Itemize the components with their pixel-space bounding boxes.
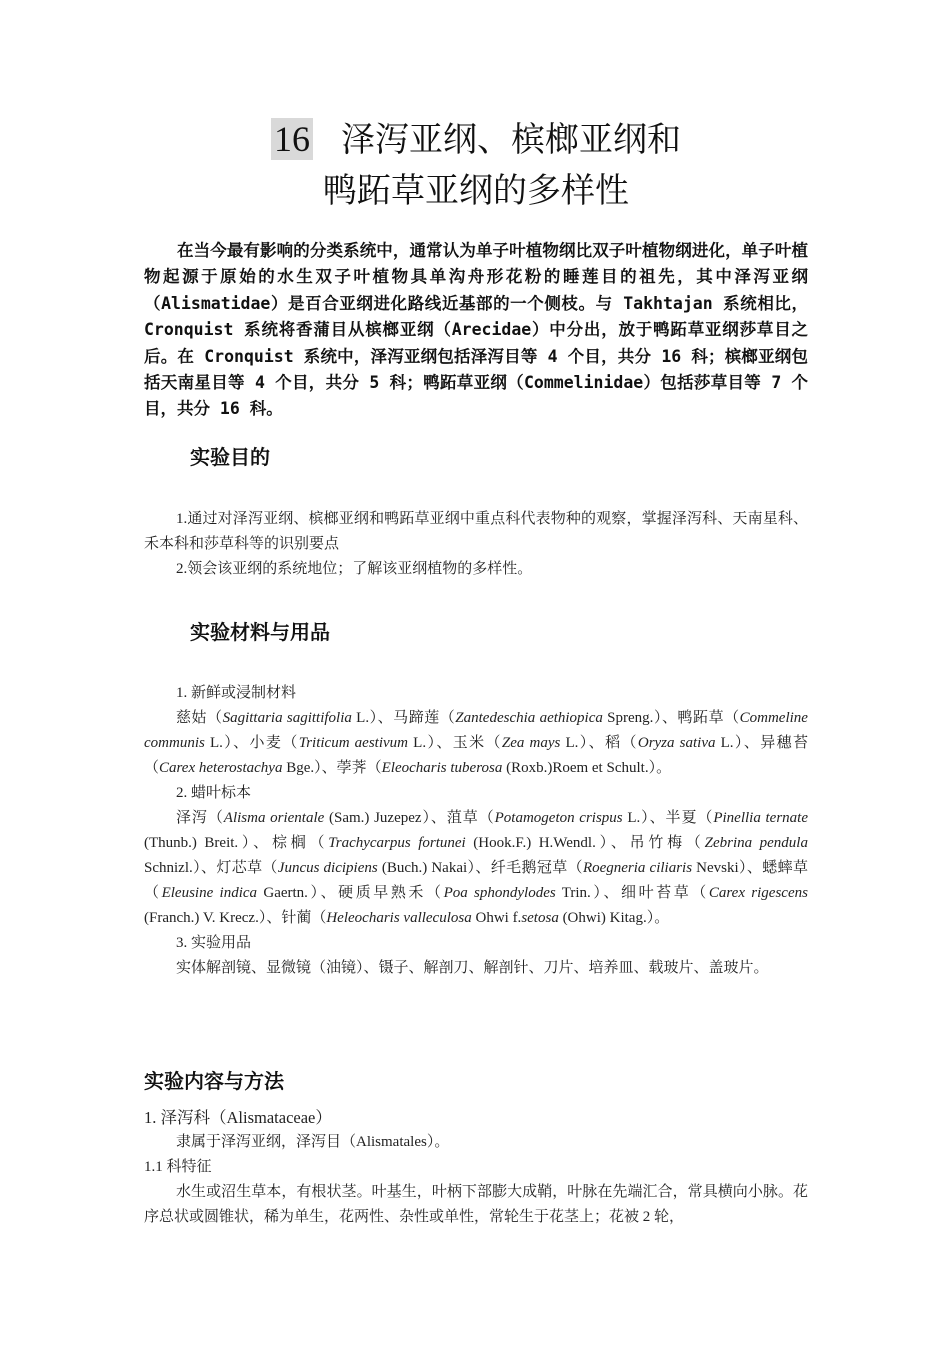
chapter-title-line2: 鸭跖草亚纲的多样性 — [323, 171, 629, 211]
species-entry — [453, 735, 605, 751]
species-scientific-name: Alisma orientale — [223, 810, 325, 826]
objectives-heading: 实验目的 — [190, 445, 270, 469]
species-chinese-name: 荸荠（ — [336, 760, 382, 776]
species-scientific-name: Zea mays — [501, 735, 561, 751]
species-chinese-name: 慈姑（ — [176, 710, 223, 726]
species-chinese-name: 小麦（ — [249, 735, 299, 751]
species-entry — [337, 760, 671, 776]
family-alismataceae-desc: 隶属于泽泻亚纲，泽泻目（Alismatales）。 — [176, 1134, 450, 1150]
species-scientific-name: Potamogeton crispus — [494, 810, 623, 826]
species-authority: Bge.）、 — [282, 760, 337, 776]
species-entry — [281, 910, 521, 926]
family-characters-text: 水生或沼生草本，有根状茎。叶基生，叶柄下部膨大成鞘，叶脉在先端汇合，常具横向小脉。花序总状或圆锥状，稀为单生，花两性、杂性或单性，常轮生于花茎上；花被 2 轮， — [144, 1184, 808, 1225]
objective-item-2: 2.领会该亚纲的系统地位；了解该亚纲植物的多样性。 — [176, 561, 533, 577]
species-scientific-name: Commeline communis — [144, 710, 808, 751]
chapter-abstract: 在当今最有影响的分类系统中，通常认为单子叶植物纲比双子叶植物纲进化，单子叶植物起源于原始的水生双子叶植物具单沟舟形花粉的睡莲目的祖先，其中泽泻亚纲（Alismatidae）是百合亚纲进化路线近基部的一个侧枝。与 Takhtajan 系统相比，Cronquist 系统将香蒲目从槟榔亚纲（Arecidae）中分出，放于鸭跖草亚纲莎草目之后。在 Cronquist 系统中，泽泻亚纲包括泽泻目等 4 个目，共分 16 科；槟榔亚纲包括天南星目等 4 个目，共分 5 科；鸭跖草亚纲（Commelinidae）包括莎草目等 7 个目，共分 16 科。 — [144, 241, 808, 419]
species-chinese-name: 针蔺（ — [281, 910, 327, 926]
species-authority: Trin.）、 — [555, 885, 622, 901]
species-scientific-name: Poa sphondylodes — [443, 885, 556, 901]
species-authority: L.）、 — [560, 735, 606, 751]
species-scientific-name: Oryza sativa — [637, 735, 716, 751]
species-entry — [272, 835, 630, 851]
family-alismataceae-heading: 1. 泽泻科（Alismataceae） — [144, 1108, 332, 1127]
species-authority: L.）、 — [622, 810, 666, 826]
species-authority: (Sam.) Juzepez）、 — [324, 810, 447, 826]
methods-heading: 实验内容与方法 — [144, 1069, 284, 1093]
species-entry — [605, 735, 760, 751]
species-authority: Spreng.）、 — [602, 710, 678, 726]
species-chinese-name: 稻（ — [605, 735, 638, 751]
species-entry — [491, 860, 763, 876]
species-chinese-name: 异穗苔（ — [144, 735, 808, 776]
chapter-title-line1 — [0, 118, 952, 161]
species-chinese-name: 棕榈（ — [271, 835, 329, 851]
species-entry — [250, 735, 453, 751]
species-scientific-name: Carex heterostachya — [159, 760, 283, 776]
species-scientific-name: Trachycarpus fortunei — [328, 835, 466, 851]
species-entry — [393, 710, 677, 726]
species-scientific-name: Roegneria ciliaris — [582, 860, 693, 876]
fresh-materials-list — [144, 706, 808, 781]
materials-sub-fresh: 1. 新鲜或浸制材料 — [176, 685, 297, 701]
species-entry — [521, 910, 669, 926]
species-authority: L.）、 — [351, 710, 394, 726]
species-chinese-name: 玉米（ — [452, 735, 502, 751]
species-scientific-name: Pinellia ternate — [713, 810, 809, 826]
species-authority: Schnizl.）、 — [144, 860, 217, 876]
species-entry — [176, 710, 393, 726]
species-scientific-name: Heleocharis valleculosa — [326, 910, 472, 926]
species-authority: (Ohwi) Kitag.）。 — [558, 910, 670, 926]
objectives-section — [144, 507, 808, 582]
objective-item-1: 1.通过对泽泻亚纲、槟榔亚纲和鸭跖草亚纲中重点科代表物种的观察，掌握泽泻科、天南星科、禾本科和莎草科等的识别要点 — [144, 511, 808, 552]
materials-sub-tools: 3. 实验用品 — [176, 935, 252, 951]
species-entry — [216, 860, 490, 876]
species-chinese-name: 马蹄莲（ — [393, 710, 456, 726]
methods-section — [144, 1105, 808, 1230]
species-authority: Gaertn.）、 — [257, 885, 339, 901]
species-scientific-name: Eleusine indica — [161, 885, 258, 901]
species-entry — [176, 810, 447, 826]
species-authority: (Roxb.)Roem et Schult.）。 — [502, 760, 672, 776]
species-chinese-name: 蟋蟀草（ — [144, 860, 808, 901]
materials-sub-herbarium: 2. 蜡叶标本 — [176, 785, 252, 801]
species-chinese-name: 菹草（ — [446, 810, 495, 826]
species-scientific-name: Zantedeschia aethiopica — [455, 710, 603, 726]
chapter-number: 16 — [271, 118, 313, 160]
species-scientific-name: setosa — [521, 910, 559, 926]
species-scientific-name: Carex rigescens — [708, 885, 808, 901]
species-chinese-name: 鸭跖草（ — [677, 710, 740, 726]
species-authority: L.）、 — [715, 735, 761, 751]
species-scientific-name: Eleocharis tuberosa — [381, 760, 503, 776]
species-authority: (Thunb.) Breit.）、 — [144, 835, 272, 851]
chapter-title-text: 泽泻亚纲、槟榔亚纲和 — [341, 120, 681, 160]
species-authority: L.）、 — [408, 735, 453, 751]
species-chinese-name: 硬质早熟禾（ — [338, 885, 444, 901]
species-authority: L.）、 — [204, 735, 250, 751]
species-authority: Ohwi f. — [471, 910, 522, 926]
species-chinese-name: 细叶苔草（ — [621, 885, 709, 901]
species-authority: Nevski）、 — [692, 860, 763, 876]
species-scientific-name: Triticum aestivum — [298, 735, 409, 751]
species-entry — [447, 810, 666, 826]
materials-heading: 实验材料与用品 — [190, 620, 330, 644]
materials-section — [144, 681, 808, 981]
species-scientific-name: Zebrina pendula — [704, 835, 808, 851]
species-chinese-name: 半夏（ — [665, 810, 714, 826]
herbarium-list — [144, 806, 808, 931]
tools-list: 实体解剖镜、显微镜（油镜）、镊子、解剖刀、解剖针、刀片、培养皿、载玻片、盖玻片。 — [176, 960, 769, 976]
family-characters-heading: 1.1 科特征 — [144, 1159, 212, 1175]
species-chinese-name: 纤毛鹅冠草（ — [490, 860, 583, 876]
species-chinese-name: 灯芯草（ — [216, 860, 278, 876]
species-entry — [338, 885, 621, 901]
species-scientific-name: Sagittaria sagittifolia — [222, 710, 352, 726]
species-chinese-name: 吊竹梅（ — [629, 835, 705, 851]
species-authority: (Buch.) Nakai）、 — [377, 860, 491, 876]
species-authority: (Hook.F.) H.Wendl.）、 — [465, 835, 630, 851]
species-authority: (Franch.) V. Krecz.）、 — [144, 910, 282, 926]
species-chinese-name: 泽泻（ — [176, 810, 224, 826]
species-scientific-name: Juncus dicipiens — [277, 860, 378, 876]
